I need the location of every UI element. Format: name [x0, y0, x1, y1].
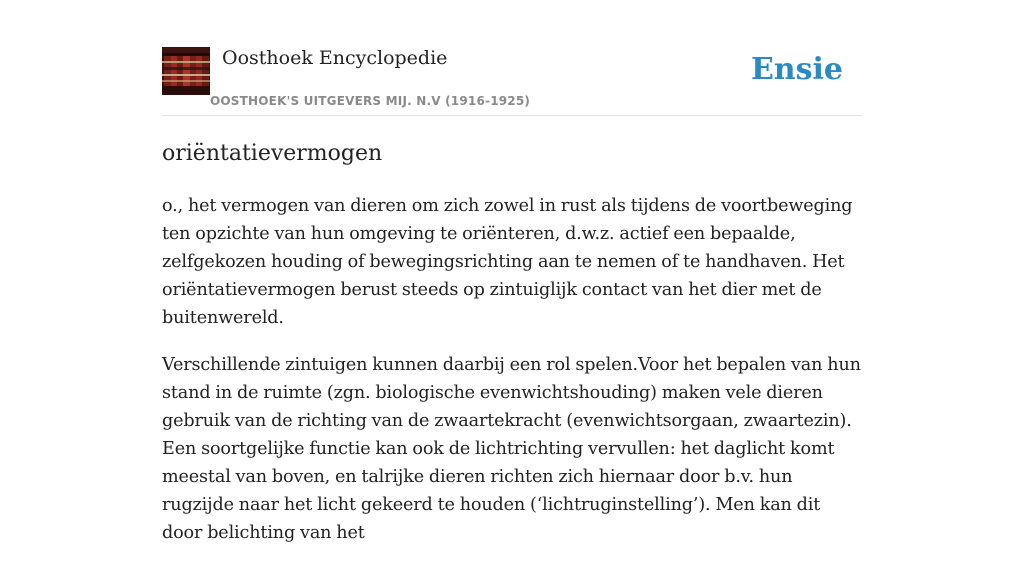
article-paragraph: Verschillende zintuigen kunnen daarbij een rol spelen.Voor het bepalen van hun stand in de ruimte (zgn. biologische evenwichtshouding) maken vele dieren gebruik van de richting van de zwaartekracht (evenwichtsorgaan, zwaartezin). Een soortgelijke functie kan ook de lichtrichting vervullen: het daglicht komt meestal van boven, en talrijke dieren richten zich hiernaar door b.v. hun rugzijde naar het licht gekeerd te houden (‘lichtruginstelling’). Men kan dit door belichting van het — [162, 355, 861, 543]
source-avatar[interactable] — [162, 47, 210, 95]
article-title: oriëntatievermogen — [162, 141, 383, 166]
source-title[interactable]: Oosthoek Encyclopedie — [222, 47, 448, 69]
content-container — [162, 0, 862, 543]
article-body — [162, 192, 862, 566]
article-paragraph: o., het vermogen van dieren om zich zowel in rust als tijdens de voortbeweging ten opzichte van hun omgeving te oriënteren, d.w.z. actief een bepaalde, zelfgekozen houding of bewegingsrichting aan te nemen of te handhaven. Het oriëntatievermogen berust steeds op zintuiglijk contact van het dier met de buitenwereld. — [162, 196, 853, 328]
ensie-logo[interactable]: Ensie — [750, 52, 843, 87]
bookshelf-icon — [162, 47, 210, 95]
source-header — [162, 0, 862, 116]
source-publisher: OOSTHOEK'S UITGEVERS MIJ. N.V (1916-1925) — [210, 94, 531, 108]
